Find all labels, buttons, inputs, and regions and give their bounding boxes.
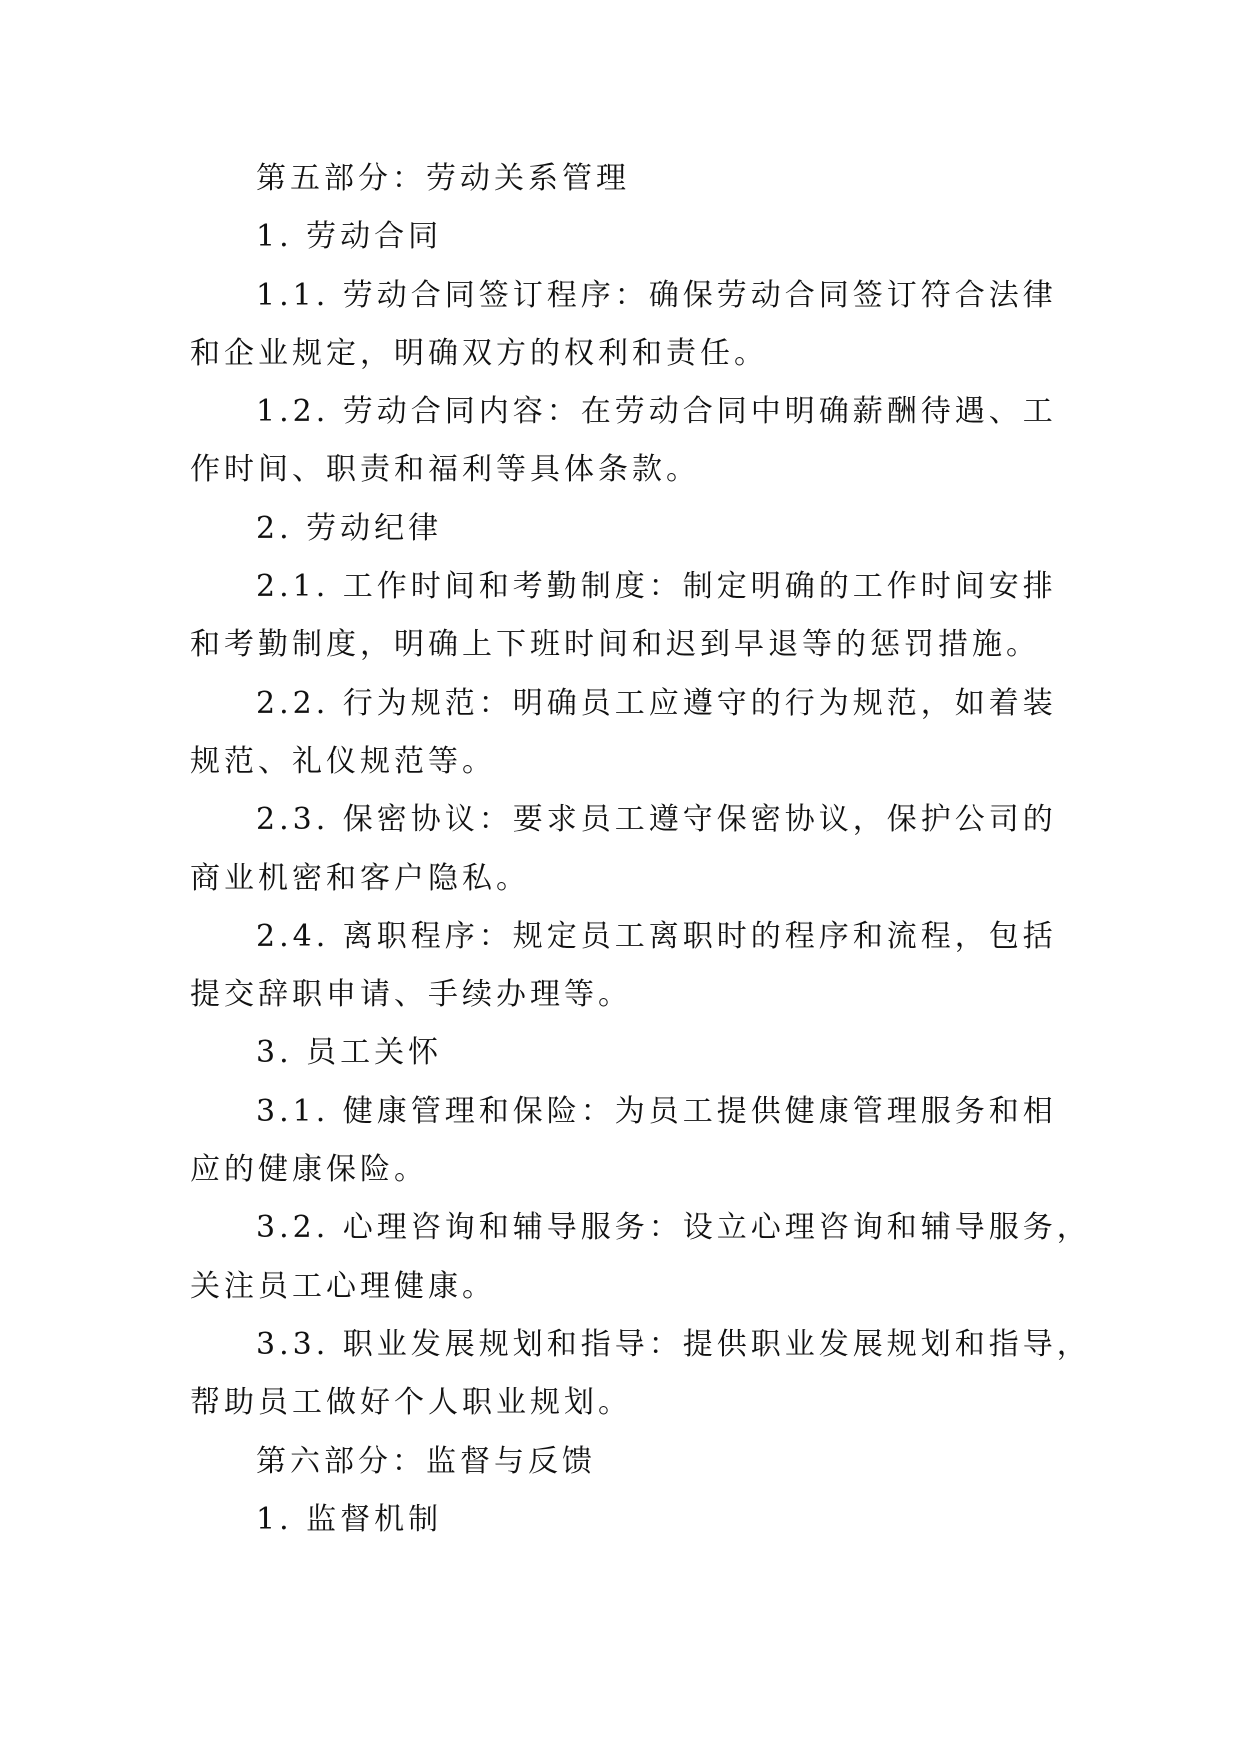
paragraph-1-2-line-2: 作时间、职责和福利等具体条款。 [190,452,700,488]
section-heading-5: 第五部分：劳动关系管理 [256,161,630,196]
subheading-supervision-mechanism: 1. 监督机制 [256,1501,443,1537]
paragraph-3-1-line-2: 应的健康保险。 [190,1152,428,1188]
paragraph-3-2-line-1: 3.2. 心理咨询和辅导服务：设立心理咨询和辅导服务， [256,1210,1091,1246]
paragraph-2-2-line-2: 规范、礼仪规范等。 [190,743,496,779]
paragraph-2-3-line-2: 商业机密和客户隐私。 [190,860,530,896]
subheading-labor-contract: 1. 劳动合同 [256,219,443,255]
paragraph-1-1-line-2: 和企业规定，明确双方的权利和责任。 [190,335,768,371]
paragraph-3-3-line-2: 帮助员工做好个人职业规划。 [190,1385,632,1421]
paragraph-2-3-line-1: 2.3. 保密协议：要求员工遵守保密协议，保护公司的 [256,802,1057,838]
paragraph-3-2-line-2: 关注员工心理健康。 [190,1268,496,1304]
document-page [190,150,1091,1549]
paragraph-3-3-line-1: 3.3. 职业发展规划和指导：提供职业发展规划和指导， [256,1326,1091,1362]
paragraph-3-1-line-1: 3.1. 健康管理和保险：为员工提供健康管理服务和相 [256,1093,1057,1129]
subheading-employee-care: 3. 员工关怀 [256,1035,443,1071]
paragraph-1-2-line-1: 1.2. 劳动合同内容：在劳动合同中明确薪酬待遇、工 [256,394,1057,430]
paragraph-2-4-line-1: 2.4. 离职程序：规定员工离职时的程序和流程，包括 [256,918,1057,954]
paragraph-2-2-line-1: 2.2. 行为规范：明确员工应遵守的行为规范，如着装 [256,685,1057,721]
paragraph-2-1-line-1: 2.1. 工作时间和考勤制度：制定明确的工作时间安排 [256,569,1057,605]
section-heading-6: 第六部分：监督与反馈 [256,1443,596,1479]
paragraph-2-1-line-2: 和考勤制度，明确上下班时间和迟到早退等的惩罚措施。 [190,627,1040,663]
paragraph-1-1-line-1: 1.1. 劳动合同签订程序：确保劳动合同签订符合法律 [256,277,1057,313]
subheading-labor-discipline: 2. 劳动纪律 [256,510,443,546]
paragraph-2-4-line-2: 提交辞职申请、手续办理等。 [190,977,632,1013]
